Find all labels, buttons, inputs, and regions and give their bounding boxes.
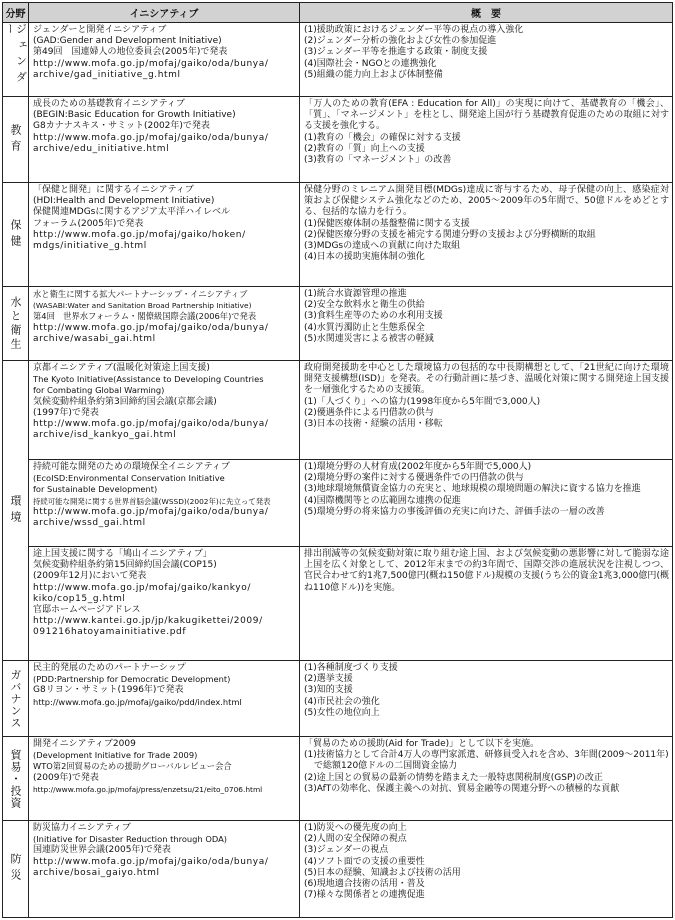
initiative-title: 持続可能な開発のための環境保全イニシアティブ [33,462,230,472]
overview-item: (5)水関連災害による被害の軽減 [304,333,434,344]
overview-item: (5)女性の地位向上 [304,707,380,718]
category-label: ジェンダー [3,23,28,87]
initiative-title: 京都イニシアティブ(温暖化対策途上国支援) [33,363,210,373]
initiative-url: archive/gad_initiative_g.html [33,69,181,80]
category-label: ガバナンス [9,668,22,729]
overview-text: 「貿易のための援助(Aid for Trade)」として以下を実施。 [304,739,540,749]
initiative-url: http://www.mofa.go.jp/mofaj/press/enzetsu/21/eito_0706.html [33,784,263,794]
overview-text: 「万人のための教育(EFA : Education for All)」の実現に向けて、基礎教育の「機会」、「質」、「マネージメント」を柱とし、開発途上国が行う基礎教育促進のための取組に対する支援を強化する。 [304,99,669,132]
initiative-line: (2009年12月)において発表 [33,571,147,582]
initiative-line: (2009年)で発表 [33,772,99,783]
initiative-line: G8カナナスキス・サミット(2002年)で発表 [33,121,210,132]
initiative-line: 国連防災世界会議(2005年)で発表 [33,845,171,856]
initiative-line: 持続可能な開発に関する世界首脳会議(WSSD)(2002年)に先立って発表 [33,496,271,506]
overview-item: (4)国際社会・NGOとの連携強化 [304,58,437,69]
overview-cell [300,547,672,660]
overview-item: (3)AfTの効率化、保護主義への対抗、貿易金融等の関連分野への積極的な貢献 [304,783,620,794]
overview-item: (3)知的支援 [304,685,353,696]
overview-cell [300,361,672,460]
initiative-url: http://www.mofa.go.jp/mofaj/gaiko/oda/bunya/ [33,132,269,143]
category-cell [3,361,29,660]
section-environment [3,361,672,661]
initiative-line: 第49回 国連婦人の地位委員会(2005年)で発表 [33,47,228,58]
initiative-cell [29,661,300,736]
initiative-line: (PDD:Partnership for Democratic Development) [33,674,231,685]
overview-item: (2)途上国との貿易の最新の情勢を踏まえた一般特恵関税制度(GSP)の改正 [304,772,603,783]
initiative-line: 官邸ホームページアドレス [33,605,141,616]
overview-item: (5)日本の経験、知識および技術の活用 [304,867,461,878]
initiative-url: http://www.mofa.go.jp/mofaj/gaiko/oda/bunya/ [33,856,269,867]
initiative-line: (BEGIN:Basic Education for Growth Initiative) [33,110,236,121]
overview-item: (2)選挙支援 [304,674,353,685]
overview-item: (2)安全な飲料水と衛生の供給 [304,300,425,311]
initiative-line: (WASABI:Water and Sanitation Broad Partnership Initiative) [33,301,252,311]
section-health [3,183,672,287]
overview-item: (3)地球環境無償資金協力の充実と、地球規模の環境問題の解決に資する協力を推進 [304,484,641,495]
category-cell [3,183,29,286]
overview-item: (4)日本の援助実施体制の強化 [304,252,425,263]
initiative-line: 気候変動枠組条約第15回締約国会議(COP15) [33,560,217,571]
overview-item: (2)優遇条件による円借款の供与 [304,407,434,418]
overview-item: (2)保健医療分野の支援を補完する関連分野の支援および分野横断的取組 [304,229,596,240]
section-gender [3,23,672,97]
overview-item: (3)日本の技術・経験の活用・移転 [304,419,443,430]
initiative-cell [29,97,300,182]
section-water-sanitation [3,287,672,361]
overview-text: 保健分野のミレニアム開発目標(MDGs)達成に寄与するため、母子保健の向上、感染症対策および保健システム強化などのため、2005～2009年の5年間で、50億ドルをめどとする、包括的な協力を行う。 [304,185,669,218]
initiative-line: The Kyoto Initiative(Assistance to Developing Countries [33,374,264,385]
initiative-url: http://www.mofa.go.jp/mofaj/gaiko/kankyo/ [33,582,251,593]
initiative-url: http://www.mofa.go.jp/mofaj/gaiko/oda/bunya/ [33,506,269,517]
overview-item: (1)環境分野の人材育成(2002年度から5年間で5,000人) [304,462,532,472]
section-education [3,97,672,183]
initiative-cell [29,287,300,360]
initiative-title: 水と衛生に関する拡大パートナーシップ・イニシアティブ [33,289,248,299]
category-label: 防災 [9,853,22,885]
initiative-url: kiko/cop15_g.html [33,593,126,604]
initiative-line: for Sustainable Development) [33,484,158,495]
initiative-url: http://www.mofa.go.jp/mofaj/gaiko/oda/bunya/ [33,322,269,333]
initiative-title: 民主的発展のためのパートナーシップ [33,663,186,673]
category-label: 環境 [9,494,22,527]
initiative-line: for Combating Global Warming) [33,385,165,396]
initiative-line: フォーラム(2005年)で発表 [33,218,144,229]
initiative-cell [29,821,300,917]
overview-item: (3)ジェンダー平等を推進する政策・制度支援 [304,47,488,58]
initiative-line: (Development Initiative for Trade 2009) [33,750,198,761]
initiative-line: 気候変動枠組条約第3回締約国会議(京都会議) [33,396,217,407]
overview-cell [300,737,672,820]
category-cell [3,23,29,96]
initiative-title: 防災協力イニシアティブ [33,823,131,833]
header-initiative: イニシアティブ [29,3,300,22]
overview-item: (1)技術協力として合計4万人の専門家派遣、研修員受入れを含め、3年間(2009～2011年)で総額120億ドルの二国間資金協力 [304,750,669,772]
initiative-line: (1997年)で発表 [33,407,99,418]
initiative-title: 成長のための基礎教育イニシアティブ [33,99,185,109]
initiative-url: 091216hatoyamainitiative.pdf [33,627,187,638]
initiatives-table [2,2,673,918]
overview-item: (2)教育の「質」向上への支援 [304,143,425,154]
category-cell [3,821,29,917]
overview-item: (5)環境分野の将来協力の事後評価の充実に向けた、評価手法の一層の改善 [304,506,605,517]
initiative-url: archive/edu_initiative.html [33,143,170,154]
section-governance [3,661,672,737]
overview-item: (4)市民社会の強化 [304,696,380,707]
overview-item: (3)MDGsの達成への貢献に向けた取組 [304,241,461,252]
category-cell [3,97,29,182]
category-cell [3,287,29,360]
initiative-line: (Initiative for Disaster Reduction through ODA) [33,834,228,845]
initiative-line: (HDI:Health and Development Initiative) [33,196,215,207]
initiative-line: 第4回 世界水フォーラム・閣僚級国際会議(2006年)で発表 [33,311,257,322]
initiative-url: http://www.mofa.go.jp/mofaj/gaiko/pdd/index.html [33,696,242,707]
initiative-url: http://www.kantei.go.jp/jp/kakugikettei/2009/ [33,616,263,627]
initiative-url: http://www.mofa.go.jp/mofaj/gaiko/oda/bunya/ [33,58,269,69]
initiative-line: WTO第2回貿易のための援助グローバルレビュー会合 [33,761,232,772]
initiative-line: (EcoISD:Environmental Conservation Initiative [33,473,225,484]
overview-item: (1)保健医療体制の基盤整備に関する支援 [304,218,470,229]
overview-cell [300,97,672,182]
overview-item: (1)統合水資源管理の推進 [304,289,407,299]
overview-item: (1)援助政策におけるジェンダー平等の視点の導入強化 [304,25,524,35]
initiative-url: archive/isd_kankyo_gai.html [33,430,177,441]
initiative-cell [29,23,300,96]
initiative-title: 「保健と開発」に関するイニシアティブ [33,185,194,195]
overview-item: (1)「人づくり」への協力(1998年度から5年間で3,000人) [304,396,541,407]
initiative-line: (GAD:Gender and Development Initiative) [33,36,222,47]
overview-text: 排出削減等の気候変動対策に取り組む途上国、および気候変動の悪影響に対して脆弱な途上国を広く対象として、2012年末までの約3年間で、国際交渉の進展状況を注視しつつ、官民合わせて約1兆7,500億円(概ね150億ドル)規模の支援(うち公的資金1兆3,000億円(概ね110億ドル))を実施。 [304,549,669,593]
overview-item: (1)教育の「機会」の確保に対する支援 [304,132,461,143]
category-label: 貿易・投資 [9,748,22,809]
overview-item: (2)環境分野の案件に対する優遇条件での円借款の供与 [304,473,524,484]
category-label: 水と衛生 [9,295,22,352]
category-label: 保健 [9,218,22,251]
overview-cell [300,23,672,96]
initiative-cell [29,547,300,660]
overview-item: (5)組織の能力向上および体制整備 [304,69,443,80]
overview-item: (6)現地適合技術の活用・普及 [304,879,425,890]
overview-cell [300,183,672,286]
overview-item: (3)食料生産等のための水利用支援 [304,311,443,322]
table-header [3,3,672,23]
header-category: 分野 [3,3,29,22]
overview-item: (7)様々な関係者との連携促進 [304,890,425,901]
category-cell [3,737,29,820]
initiative-title: 途上国支援に関する「鳩山イニシアティブ」 [33,549,212,559]
overview-item: (4)国際機関等との広範囲な連携の促進 [304,495,461,506]
initiative-url: archive/wssd_gai.html [33,518,146,529]
category-label: 教育 [9,123,22,156]
header-overview: 概 要 [471,9,501,20]
overview-item: (2)人間の安全保障の視点 [304,834,407,845]
overview-item: (1)防災への優先度の向上 [304,823,407,833]
initiative-cell [29,361,300,460]
initiative-cell [29,460,300,547]
overview-cell [300,287,672,360]
overview-text: 政府開発援助を中心とした環境協力の包括的な中長期構想として、「21世紀に向けた環境開発支援構想(ISD)」を発表。その行動計画に基づき、温暖化対策に関する開発途上国支援を一層強化するための支援策。 [304,363,669,396]
overview-item: (3)ジェンダーの視点 [304,845,389,856]
initiative-url: http://www.mofa.go.jp/mofaj/gaiko/oda/bunya/ [33,419,269,430]
overview-item: (1)各種制度づくり支援 [304,663,398,673]
category-cell [3,661,29,736]
overview-item: (2)ジェンダー分析の強化および女性の参加促進 [304,36,497,47]
overview-cell [300,821,672,917]
overview-item: (4)ソフト面での支援の重要性 [304,856,425,867]
initiative-url: archive/wasabi_gai.html [33,333,156,344]
initiative-line: G8リヨン・サミット(1996年)で発表 [33,685,184,696]
initiative-cell [29,737,300,820]
initiative-line: 保健関連MDGsに関するアジア太平洋ハイレベル [33,207,230,218]
section-disaster-reduction [3,821,672,917]
initiative-url: archive/bosai_gaiyo.html [33,867,160,878]
initiative-title: 開発イニシアティブ2009 [33,739,136,749]
overview-cell [300,661,672,736]
initiative-url: http://www.mofa.go.jp/mofaj/gaiko/hoken/ [33,229,246,240]
overview-item: (4)水質汚濁防止と生態系保全 [304,322,425,333]
overview-cell [300,460,672,547]
initiative-title: ジェンダーと開発イニシアティブ [33,25,167,35]
overview-item: (3)教育の「マネージメント」の改善 [304,155,452,166]
initiative-cell [29,183,300,286]
initiative-url: mdgs/initiative_g.html [33,241,147,252]
section-trade-investment [3,737,672,821]
